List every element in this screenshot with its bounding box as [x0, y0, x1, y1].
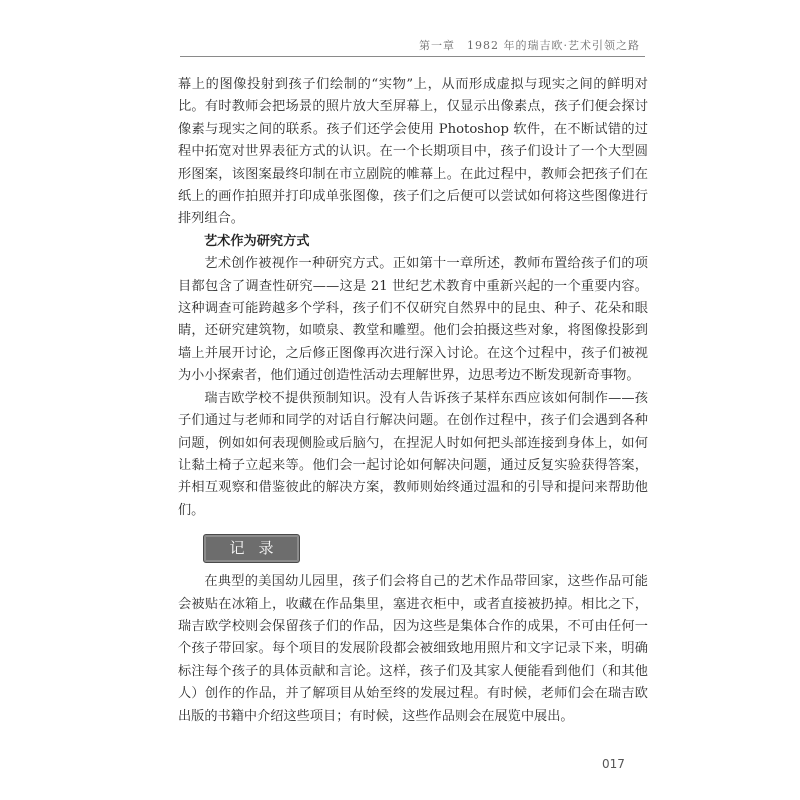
subheading-art-as-research: 艺术作为研究方式 [204, 233, 310, 249]
paragraph-continuation: 幕上的图像投射到孩子们绘制的“实物”上，从而形成虚拟与现实之间的鲜明对比。有时教师会把场景的照片放大至屏幕上，仅显示出像素点，孩子们便会探讨像素与现实之间的联系。孩子们还学会使用 Photoshop 软件，在不断试错的过程中拓宽对世界表征方式的认识。在一个长期项目中，孩子们设计了一个大型圆形图案，该图案最终印制在市立剧院的帷幕上。在此过程中，教师会把孩子们在纸上的画作拍照并打印成单张图像，孩子们之后便可以尝试如何将这些图像进行排列组合。 [178, 77, 648, 227]
page-body [178, 74, 648, 728]
paragraph-documentation: 在典型的美国幼儿园里，孩子们会将自己的艺术作品带回家，这些作品可能会被贴在冰箱上，收藏在作品集里，塞进衣柜中，或者直接被扔掉。相比之下，瑞吉欧学校则会保留孩子们的作品，因为这些是集体合作的成果，不可由任何一个孩子带回家。每个项目的发展阶段都会被细致地用照片和文字记录下来，明确标注每个孩子的具体贡献和言论。这样，孩子们及其家人便能看到他们（和其他人）创作的作品，并了解项目从始至终的发展过程。有时候，老师们会在瑞吉欧出版的书籍中介绍这些项目；有时候，这些作品则会在展览中展出。 [178, 574, 648, 724]
running-header: 第一章 1982 年的瑞吉欧·艺术引领之路 [419, 39, 640, 52]
header-rule [180, 56, 645, 57]
section-heading-documentation: 记录 [203, 534, 300, 563]
paragraph-no-prefab-knowledge: 瑞吉欧学校不提供预制知识。没有人告诉孩子某样东西应该如何制作——孩子们通过与老师和同学的对话自行解决问题。在创作过程中，孩子们会遇到各种问题，例如如何表现侧脸或后脑勺，在捏泥人时如何把头部连接到身体上，如何让黏土椅子立起来等。他们会一起讨论如何解决问题，通过反复实验获得答案，并相互观察和借鉴彼此的解决方案，教师则始终通过温和的引导和提问来帮助他们。 [178, 390, 648, 518]
page-number: 017 [602, 757, 625, 771]
paragraph-art-research: 艺术创作被视作一种研究方式。正如第十一章所述，教师布置给孩子们的项目都包含了调查性研究——这是 21 世纪艺术教育中重新兴起的一个重要内容。这种调查可能跨越多个学科，孩子们不仅研究自然界中的昆虫、种子、花朵和眼睛，还研究建筑物，如喷泉、教堂和雕塑。他们会拍摄这些对象，将图像投影到墙上并展开讨论，之后修正图像再次进行深入讨论。在这个过程中，孩子们被视为小小探索者，他们通过创造性活动去理解世界，边思考边不断发现新奇事物。 [178, 256, 648, 384]
